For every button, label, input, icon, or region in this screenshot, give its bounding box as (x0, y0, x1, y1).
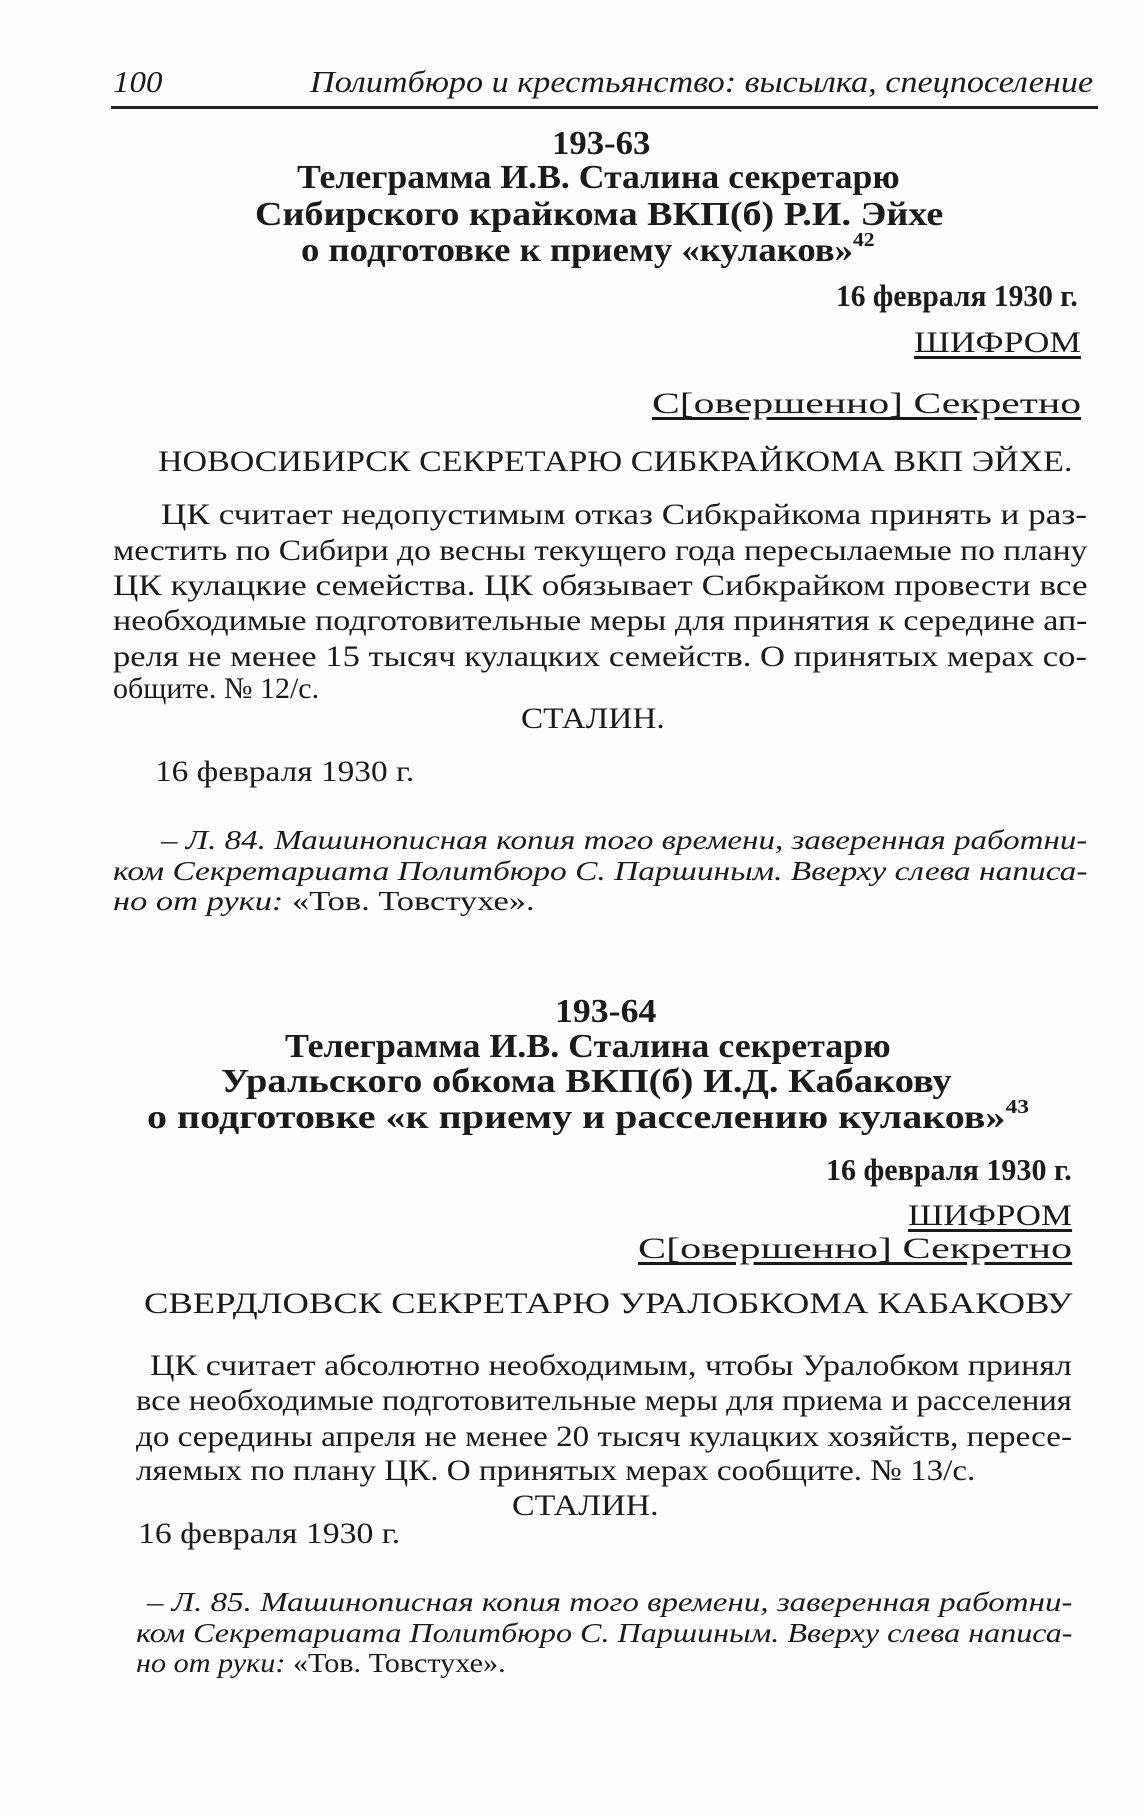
document-title-line: Уральского обкома ВКП(б) И.Д. Кабакову (221, 1063, 952, 1100)
document-date: 16 февраля 1930 г. (836, 278, 1078, 313)
signature: СТАЛИН. (512, 1489, 659, 1522)
body-line: реля не менее 15 тысяч кулацких семейств. О принятых мерах со- (113, 640, 1087, 673)
archival-note-line (113, 888, 535, 915)
body-line: общите. № 12/с. (113, 672, 320, 705)
telegram-address: СВЕРДЛОВСК СЕКРЕТАРЮ УРАЛОБКОМА КАБАКОВУ (144, 1287, 1073, 1320)
document-title-line (147, 1096, 1029, 1136)
telegram-address: НОВОСИБИРСК СЕКРЕТАРЮ СИБКРАЙКОМА ВКП ЭЙХЕ. (158, 445, 1073, 478)
cipher-mark: ШИФРОМ (914, 326, 1082, 359)
body-line: ЦК считает недопустимым отказ Сибкрайкома принять и раз- (161, 498, 1087, 531)
title-text: о подготовке к приему «кулаков» (301, 232, 853, 269)
classification-mark: С[овершенно] Секретно (638, 1232, 1073, 1265)
document-title-line (301, 229, 875, 269)
header-rule (111, 106, 1098, 109)
body-line: ляемых по плану ЦК. О принятых мерах сообщите. № 13/с. (136, 1454, 976, 1487)
signature: СТАЛИН. (521, 702, 665, 735)
note-text: но от руки: (113, 886, 293, 916)
document-number: 193-63 (552, 125, 651, 162)
document-number: 193-64 (555, 993, 657, 1030)
archival-note-line: – Л. 84. Машинописная копия того времени, заверенная работни- (161, 825, 1088, 855)
footnote-ref: 42 (852, 229, 875, 251)
document-title-line: Телеграмма И.В. Сталина секретарю (297, 159, 900, 196)
body-line: ЦК кулацкие семейства. ЦК обязывает Сибкрайком провести все (113, 569, 1088, 602)
document-title-line: Телеграмма И.В. Сталина секретарю (285, 1028, 891, 1065)
cipher-mark: ШИФРОМ (908, 1199, 1073, 1232)
body-line: ЦК считает абсолютно необходимым, чтобы Уралобком принял (150, 1349, 1072, 1382)
archival-note-line: – Л. 85. Машинописная копия того времени, заверенная работни- (147, 1587, 1073, 1617)
document-title-line: Сибирского крайкома ВКП(б) Р.И. Эйхе (255, 196, 944, 233)
note-quote: «Тов. Товстухе». (292, 1648, 506, 1678)
archival-note-line (136, 1650, 506, 1677)
archival-note-line: ком Секретариата Политбюро С. Паршиным. Вверху слева написа- (136, 1618, 1073, 1648)
document-date: 16 февраля 1930 г. (826, 1152, 1072, 1187)
running-title: Политбюро и крестьянство: высылка, спецпоселение (310, 64, 1094, 99)
body-line: необходимые подготовительные меры для принятия к середине ап- (113, 604, 1088, 637)
body-line: до середины апреля не менее 20 тысяч кулацких хозяйств, пересе- (136, 1420, 1072, 1453)
signature-date: 16 февраля 1930 г. (138, 1517, 401, 1550)
archival-note-line: ком Секретариата Политбюро С. Паршиным. Вверху слева написа- (113, 856, 1088, 886)
body-line: местить по Сибири до весны текущего года пересылаемые по плану (113, 534, 1088, 567)
classification-mark: С[овершенно] Секретно (652, 387, 1082, 420)
signature-date: 16 февраля 1930 г. (155, 755, 415, 788)
note-quote: «Тов. Товстухе». (292, 886, 535, 916)
title-text: о подготовке «к приему и расселению кулаков» (147, 1099, 1006, 1136)
footnote-ref: 43 (1005, 1096, 1029, 1118)
body-line: все необходимые подготовительные меры для приема и расселения (136, 1384, 1072, 1417)
note-text: но от руки: (136, 1648, 293, 1678)
page-number: 100 (113, 64, 163, 99)
